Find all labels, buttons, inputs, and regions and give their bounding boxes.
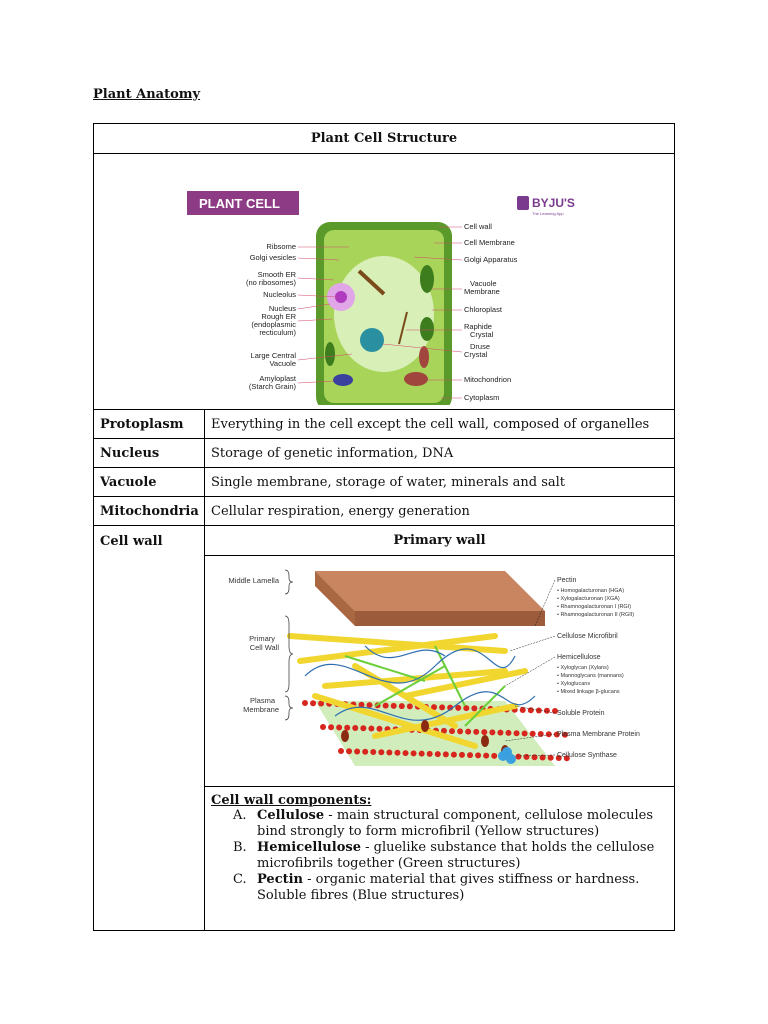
row-text: Everything in the cell except the cell wall, composed of organelles xyxy=(205,410,675,439)
label-xylans: • Xyloglycan (Xylans) xyxy=(557,665,609,671)
label-membrane: Membrane xyxy=(243,705,279,714)
wall-left-labels xyxy=(229,576,280,714)
label-raphide-crystal: Crystal xyxy=(470,330,494,339)
membrane-bead xyxy=(497,730,503,736)
label-vacuole-membrane: Membrane xyxy=(464,287,500,296)
membrane-bead xyxy=(338,748,344,754)
membrane-bead xyxy=(411,750,417,756)
membrane-bead xyxy=(367,702,373,708)
plant-cell-diagram xyxy=(94,154,673,405)
membrane-bead xyxy=(439,704,445,710)
label-golgi-vesicles: Golgi vesicles xyxy=(249,253,296,262)
membrane-bead xyxy=(328,724,334,730)
mitochondrion-shape xyxy=(404,372,428,386)
middle-lamella-front xyxy=(355,611,545,626)
component-name: Cellulose xyxy=(257,808,325,823)
components-title: Cell wall components: xyxy=(211,793,372,808)
amyloplast-shape xyxy=(333,374,353,386)
membrane-bead xyxy=(449,728,455,734)
anatomy-table xyxy=(93,123,675,931)
membrane-bead xyxy=(391,703,397,709)
component-letter: B. xyxy=(233,840,247,855)
label-primary: Primary xyxy=(249,634,275,643)
component-desc: - gluelike substance that holds the cellulose microfibrils together (Green structures) xyxy=(257,840,655,871)
label-nucleolus: Nucleolus xyxy=(263,290,296,299)
label-golgi-apparatus: Golgi Apparatus xyxy=(464,255,518,264)
component-text xyxy=(257,808,668,840)
row-vacuole xyxy=(94,468,675,497)
membrane-bead xyxy=(546,731,552,737)
label-raphide: Raphide xyxy=(464,322,492,331)
membrane-bead xyxy=(399,703,405,709)
plant-cell-figure-cell xyxy=(94,154,675,410)
membrane-bead xyxy=(514,730,520,736)
membrane-bead xyxy=(346,748,352,754)
component-item xyxy=(211,808,668,840)
chloroplast-shape-2 xyxy=(420,317,434,341)
component-item xyxy=(211,840,668,872)
primary-wall-header: Primary wall xyxy=(205,526,675,556)
row-text: Storage of genetic information, DNA xyxy=(205,439,675,468)
mitochondrion-shape-2 xyxy=(419,346,429,368)
row-nucleus xyxy=(94,439,675,468)
right-labels xyxy=(464,222,518,402)
chloroplast-shape-3 xyxy=(325,342,335,366)
component-item xyxy=(211,872,668,904)
component-name: Pectin xyxy=(257,872,304,887)
component-letter: A. xyxy=(233,808,247,823)
component-letter: C. xyxy=(233,872,247,887)
membrane-bead xyxy=(536,707,542,713)
membrane-bead xyxy=(419,751,425,757)
component-text xyxy=(257,872,668,904)
label-vacuole: Vacuole xyxy=(269,359,296,368)
label-rough-er-sub1: (endoplasmic xyxy=(251,320,296,329)
membrane-bead xyxy=(522,730,528,736)
membrane-bead xyxy=(320,724,326,730)
membrane-bead xyxy=(354,749,360,755)
label-mannans: • Mannoglycans (mannans) xyxy=(557,673,624,679)
membrane-bead xyxy=(403,750,409,756)
label-middle-lamella: Middle Lamella xyxy=(228,576,279,585)
membrane-bead xyxy=(368,726,374,732)
label-plasma: Plasma xyxy=(249,696,275,705)
membrane-bead xyxy=(451,752,457,758)
label-rgii: • Rhamnogalacturonan II (RGII) xyxy=(557,612,635,618)
label-cell-membrane: Cell Membrane xyxy=(464,238,515,247)
membrane-bead xyxy=(515,754,521,760)
membrane-bead xyxy=(467,752,473,758)
byjus-logo-icon xyxy=(517,196,529,210)
membrane-bead xyxy=(465,729,471,735)
membrane-bead xyxy=(505,730,511,736)
label-starch-grain: (Starch Grain) xyxy=(248,382,296,391)
membrane-bead xyxy=(473,729,479,735)
label-xyloglucans: • Xyloglucans xyxy=(557,681,591,687)
membrane-bead xyxy=(302,700,308,706)
label-cytoplasm: Cytoplasm xyxy=(464,393,500,402)
label-druse: Druse xyxy=(470,342,491,351)
row-cell-wall xyxy=(94,526,675,556)
label-cellulose-synthase: Cellulose Synthase xyxy=(557,752,617,759)
membrane-bead xyxy=(548,755,554,761)
component-name: Hemicellulose xyxy=(257,840,361,855)
membrane-bead xyxy=(360,725,366,731)
left-labels xyxy=(246,242,297,391)
brackets xyxy=(285,570,293,720)
label-amyloplast: Amyloplast xyxy=(259,374,296,383)
label-cell-wall-fig: Cell Wall xyxy=(249,643,279,652)
membrane-bead xyxy=(483,753,489,759)
label-rough-er: Rough ER xyxy=(261,312,296,321)
structure-header: Plant Cell Structure xyxy=(94,124,675,154)
label-rgi: • Rhamnogalacturonan I (RGI) xyxy=(557,604,632,610)
label-druse-crystal: Crystal xyxy=(464,350,488,359)
label-ribsome: Ribsome xyxy=(266,242,296,251)
membrane-bead xyxy=(427,751,433,757)
primary-wall-figure-cell xyxy=(205,556,675,787)
component-desc: - organic material that gives stiffness or hardness. Soluble fibres (Blue structures) xyxy=(257,872,640,903)
label-hga: • Homogalacturonan (HGA) xyxy=(557,588,625,594)
membrane-bead xyxy=(481,729,487,735)
row-label: Vacuole xyxy=(94,468,205,497)
label-pectin: Pectin xyxy=(557,577,577,584)
membrane-bead xyxy=(528,707,534,713)
row-label: Cell wall xyxy=(94,526,205,931)
membrane-bead xyxy=(394,750,400,756)
membrane-bead xyxy=(532,754,538,760)
membrane-bead xyxy=(435,751,441,757)
label-chloroplast: Chloroplast xyxy=(464,305,502,314)
membrane-bead xyxy=(544,708,550,714)
membrane-bead xyxy=(523,754,529,760)
label-smooth-er: Smooth ER xyxy=(257,270,296,279)
component-text xyxy=(257,840,668,872)
membrane-bead xyxy=(352,725,358,731)
membrane-bead xyxy=(530,731,536,737)
label-cellulose-microfibril: Cellulose Microfibril xyxy=(557,633,618,640)
membrane-bead xyxy=(362,749,368,755)
primary-wall-diagram xyxy=(205,556,673,782)
membrane-bead xyxy=(407,703,413,709)
membrane-bead xyxy=(491,753,497,759)
row-label: Nucleus xyxy=(94,439,205,468)
row-label: Protoplasm xyxy=(94,410,205,439)
membrane-bead xyxy=(386,750,392,756)
middle-lamella-top xyxy=(315,571,545,611)
label-hemicellulose: Hemicellulose xyxy=(557,654,601,661)
membrane-bead xyxy=(376,726,382,732)
component-desc: - main structural component, cellulose molecules bind strongly to form microfibril (Yellow structures) xyxy=(257,808,654,839)
row-mitochondria xyxy=(94,497,675,526)
label-glucans: • Mixed linkage β-glucans xyxy=(557,689,620,695)
membrane-bead xyxy=(457,728,463,734)
membrane-bead xyxy=(475,752,481,758)
row-text: Single membrane, storage of water, minerals and salt xyxy=(205,468,675,497)
label-cell-wall: Cell wall xyxy=(464,222,492,231)
label-xga: • Xylogalacturonan (XGA) xyxy=(557,596,620,602)
label-rough-er-sub2: recticulum) xyxy=(259,328,296,337)
membrane-bead xyxy=(344,725,350,731)
membrane-bead xyxy=(378,749,384,755)
logo-sub: The Learning App xyxy=(532,211,564,216)
label-vacuole-r: Vacuole xyxy=(470,279,497,288)
row-label: Mitochondria xyxy=(94,497,205,526)
membrane-bead xyxy=(459,752,465,758)
label-nucleus: Nucleus xyxy=(268,304,296,313)
logo-text: BYJU'S xyxy=(532,196,575,210)
membrane-bead xyxy=(471,705,477,711)
row-text: Cellular respiration, energy generation xyxy=(205,497,675,526)
label-soluble-protein: Soluble Protein xyxy=(557,710,605,717)
membrane-bead xyxy=(489,729,495,735)
wall-right-labels xyxy=(557,577,640,759)
membrane-bead xyxy=(336,725,342,731)
cell-wall-components-cell xyxy=(205,787,675,931)
membrane-bead xyxy=(370,749,376,755)
membrane-bead xyxy=(383,703,389,709)
label-mitochondrion: Mitochondrion xyxy=(464,375,512,384)
label-plasma-membrane-protein: Plasma Membrane Protein xyxy=(557,731,640,738)
row-protoplasm xyxy=(94,410,675,439)
banner-text: PLANT CELL xyxy=(199,196,280,211)
label-large-central: Large Central xyxy=(250,351,296,360)
membrane-bead xyxy=(310,700,316,706)
druse-crystal-shape xyxy=(360,328,384,352)
label-smooth-er-sub: (no ribosomes) xyxy=(245,278,296,287)
chloroplast-shape xyxy=(420,265,434,293)
document-title: Plant Anatomy xyxy=(93,87,201,102)
membrane-bead xyxy=(443,751,449,757)
